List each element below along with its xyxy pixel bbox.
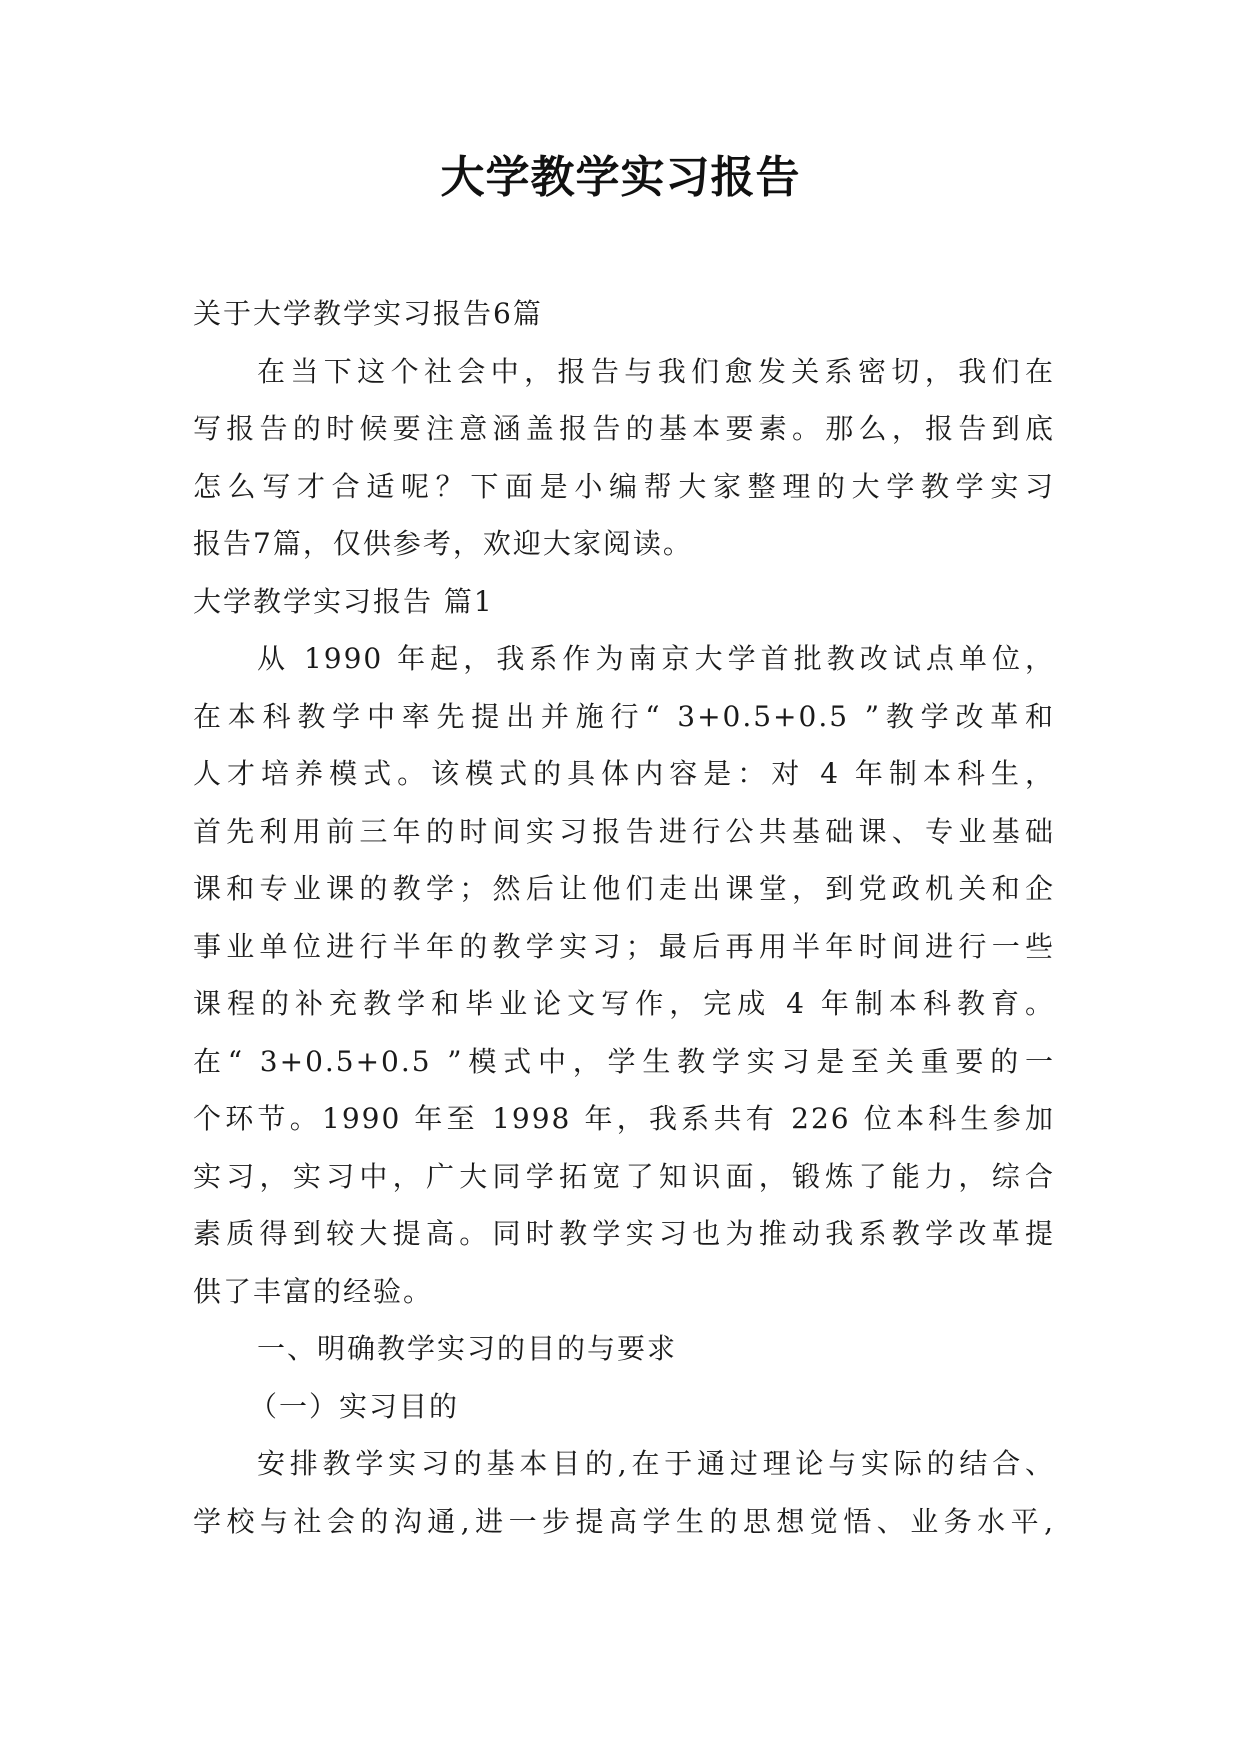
- paragraph-line: 报告7篇，仅供参考，欢迎大家阅读。: [193, 527, 693, 560]
- paragraph-line: 素质得到较大提高。同时教学实习也为推动我系教学改革提: [193, 1217, 1055, 1250]
- section-heading: 一、明确教学实习的目的与要求: [257, 1332, 678, 1365]
- paragraph-line: 实习，实习中，广大同学拓宽了知识面，锻炼了能力，综合: [193, 1159, 1055, 1193]
- paragraph-line: 首先利用前三年的时间实习报告进行公共基础课、专业基础: [193, 814, 1055, 848]
- paragraph-line: 课和专业课的教学；然后让他们走出课堂，到党政机关和企: [193, 872, 1055, 905]
- paragraph-line: 学校与社会的沟通,进一步提高学生的思想觉悟、业务水平,: [193, 1504, 1055, 1538]
- paragraph-line: 人才培养模式。该模式的具体内容是：对 4 年制本科生，: [193, 757, 1055, 790]
- paragraph-line: 写报告的时候要注意涵盖报告的基本要素。那么，报告到底: [193, 412, 1055, 445]
- paragraph-line: 在本科教学中率先提出并施行“ 3+0.5+0.5 ”教学改革和: [193, 699, 1055, 733]
- paragraph-line: 从 1990 年起，我系作为南京大学首批教改试点单位，: [257, 642, 1055, 675]
- paragraph-line: 供了丰富的经验。: [193, 1274, 434, 1308]
- document-title: 大学教学实习报告: [440, 152, 801, 203]
- section-heading: 大学教学实习报告 篇1: [193, 584, 494, 618]
- paragraph-line: 怎么写才合适呢？下面是小编帮大家整理的大学教学实习: [193, 469, 1055, 503]
- paragraph-line: 在“ 3+0.5+0.5 ”模式中，学生教学实习是至关重要的一: [193, 1044, 1055, 1078]
- document-body: [193, 285, 1055, 1550]
- subtitle-line: 关于大学教学实习报告6篇: [193, 297, 543, 330]
- paragraph-line: 在当下这个社会中，报告与我们愈发关系密切，我们在: [257, 354, 1055, 388]
- paragraph-line: 课程的补充教学和毕业论文写作，完成 4 年制本科教育。: [193, 987, 1055, 1020]
- paragraph-line: 个环节。1990 年至 1998 年，我系共有 226 位本科生参加: [193, 1102, 1055, 1135]
- paragraph-line: 事业单位进行半年的教学实习；最后再用半年时间进行一些: [193, 929, 1055, 963]
- paragraph-line: 安排教学实习的基本目的,在于通过理论与实际的结合、: [257, 1447, 1055, 1480]
- subsection-heading: （一）实习目的: [249, 1389, 460, 1423]
